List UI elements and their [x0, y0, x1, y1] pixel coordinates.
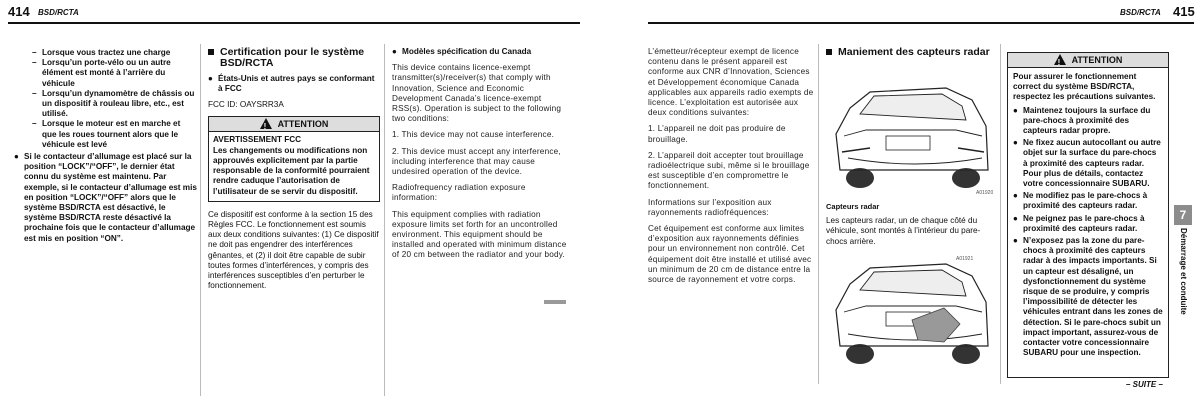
list-item: ● Maintenez toujours la surface du pare-chocs à proximité des capteurs radar propre.	[1013, 105, 1151, 136]
chapter-tab-label: Démarrage et conduite	[1179, 228, 1188, 315]
car-rear-sensor-icon	[826, 250, 996, 374]
left-col2	[208, 47, 380, 291]
left-header-rule	[8, 22, 580, 24]
left-page-number: 414	[8, 4, 30, 19]
canada-p3: 2. This device must accept any interference, including interference that may cause undesired operation of the device.	[392, 146, 561, 177]
ised-p1: L’émetteur/récepteur exempt de licence contenu dans le présent appareil est conforme aux CNR d’Innovation, Sciences et Développement économique Canada applicables aux appareils radio exempts de licence. L’exploitation est autorisée aux deux conditions suivantes:	[648, 47, 814, 118]
right-header-rule	[648, 22, 1194, 24]
left-col1	[32, 48, 197, 150]
attention-body: Les changements ou modifications non approuvés explicitement par la partie responsable de la conformité pourraient rendre caduque l’autorisation de l’utilisateur de se servir du dispositif.	[213, 145, 370, 196]
right-col2	[826, 47, 996, 58]
rear-car-illustration-bottom	[826, 250, 996, 374]
canada-p4: Radiofrequency radiation exposure information:	[392, 183, 526, 203]
dash-item: – Lorsque le moteur est en marche et que les roues tournent alors que le véhicule est levé	[32, 119, 181, 149]
fcc-countries-bullet: ● États-Unis et autres pays se conformant à FCC	[208, 74, 375, 94]
radar-description: Les capteurs radar, un de chaque côté du véhicule, sont montés à l’intérieur du pare-chocs arrière.	[826, 216, 981, 246]
radar-caption-block	[826, 202, 996, 247]
dash-item: – Lorsqu’un dynamomètre de châssis ou un dispositif à rouleau libre, etc., est utilisé.	[32, 88, 195, 119]
chapter-tab-label-wrap	[1174, 228, 1192, 348]
ised-p3: 2. L’appareil doit accepter tout brouillage radioélectrique subi, même si le brouillage est susceptible d’en compromettre le fonctionnement.	[648, 150, 810, 191]
canada-p5: This equipment complies with radiation exposure limits set forth for an uncontrolled environment. This equipment should be installed and operated with minimum distance of 20 cm between the radiator and your body.	[392, 209, 567, 260]
warning-icon	[260, 118, 272, 129]
canada-p1: This device contains licence-exempt transmitter(s)/receiver(s) that comply with Innovation, Science and Economic Development Canada’s licence-exempt RSS(s). Operation is subject to the following two conditions:	[392, 63, 562, 124]
fcc-conformity-paragraph: Ce dispositif est conforme à la section 15 des Règles FCC. Le fonctionnement est soumis aux deux conditions suivantes: (1) Ce dispositif ne doit pas engendrer des interférences gênantes, et (2) il doit être capable de subir toutes formes d’interférences, y compris des interférences susceptibles d’en perturber le fonctionnement.	[208, 209, 379, 291]
car-rear-icon	[826, 74, 996, 198]
attention-box-radar	[1007, 52, 1169, 378]
attention-list	[1008, 103, 1168, 359]
right-page-number: 415	[1173, 4, 1195, 19]
certification-heading: Certification pour le système BSD/RCTA	[208, 47, 380, 69]
suite-marker: – SUITE –	[1126, 380, 1163, 389]
rear-car-illustration-top	[826, 74, 996, 198]
canada-bullet: ● Modèles spécification du Canada	[392, 47, 532, 56]
ised-p5: Cet équipement est conforme aux limites d’exposition aux rayonnements définies pour un environnement non contrôlé. Cet équipement doit être installé et utilisé avec un minimum de 20 cm de distance entre la source de rayonnement et votre corps.	[648, 224, 812, 285]
attention-subtitle: AVERTISSEMENT FCC	[213, 134, 302, 144]
chapter-tab-number: 7	[1174, 205, 1192, 225]
right-column-divider-2	[1000, 44, 1001, 384]
figure-caption: Capteurs radar	[826, 202, 880, 211]
dash-item: – Lorsque vous tractez une charge	[32, 48, 171, 57]
image-code-mark	[544, 300, 566, 304]
list-item: ● N’exposez pas la zone du pare-chocs à proximité des capteurs radar à des impacts importants. Si un capteur est désaligné, un dysfonctionnement du système risque de se produire, y compris l’impossibilité de détecter les véhicules entrant dans les zones de détection. Si le pare-chocs subit un impact important, assurez-vous de contacter votre concessionnaire SUBARU pour une inspection.	[1013, 236, 1163, 358]
dash-item: – Lorsqu’un porte-vélo ou un autre élément est monté à l’arrière du véhicule	[32, 58, 171, 88]
ised-p4: Informations sur l’exposition aux rayonnements radiofréquences:	[648, 197, 772, 217]
svg-text:A01920: A01920	[976, 190, 994, 196]
attention-title: !ATTENTION	[1008, 53, 1168, 68]
right-col1	[648, 47, 814, 285]
right-section-title: BSD/RCTA	[1120, 8, 1161, 17]
right-column-divider-1	[818, 44, 819, 384]
list-item: ● Ne peignez pas le pare-chocs à proximité des capteurs radar.	[1013, 213, 1145, 233]
attention-box-fcc	[208, 116, 380, 202]
canada-p2: 1. This device may not cause interference.	[392, 130, 555, 140]
left-column-divider-1	[200, 44, 201, 396]
allumage-bullet: ● Si le contacteur d’allumage est placé sur la position “LOCK”/“OFF”, le dernier état connu du système est maintenu. Par exemple, si le contacteur d’allumage est mis en position “LOCK”/“OFF” alors que le système BSD/RCTA est désactivé, le système BSD/RCTA reste désactivé la prochaine fois que le contacteur d’allumage est mis en position “ON”.	[14, 152, 197, 243]
attention-title: !ATTENTION	[209, 117, 379, 132]
list-item: ● Ne modifiez pas le pare-chocs à proximité des capteurs radar.	[1013, 191, 1148, 211]
warning-icon	[1054, 54, 1066, 65]
ised-p2: 1. L’appareil ne doit pas produire de brouillage.	[648, 124, 786, 144]
list-item: ● Ne fixez aucun autocollant ou autre objet sur la surface du pare-chocs à proximité des capteurs radar. Pour plus de détails, contactez votre concessionnaire SUBARU.	[1013, 138, 1161, 189]
attention-intro: Pour assurer le fonctionnement correct du système BSD/RCTA, respectez les précautions suivantes.	[1013, 72, 1156, 102]
fcc-id: FCC ID: OAYSRR3A	[208, 100, 284, 110]
svg-text:A01921: A01921	[956, 256, 974, 262]
left-col3	[392, 47, 572, 261]
left-column-divider-2	[384, 44, 385, 396]
left-section-title: BSD/RCTA	[38, 8, 79, 17]
radar-heading: Maniement des capteurs radar	[826, 47, 996, 58]
